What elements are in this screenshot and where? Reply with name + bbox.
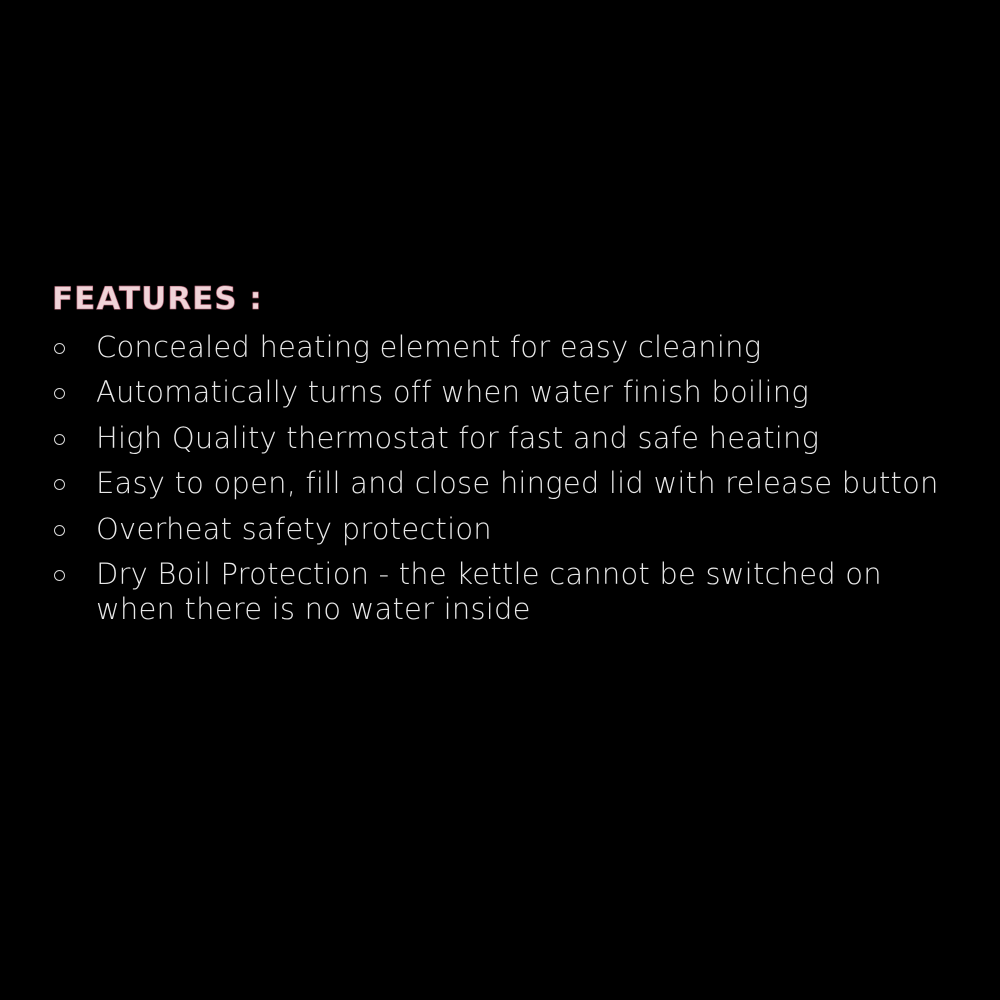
bullet-icon xyxy=(54,479,65,490)
bullet-icon xyxy=(54,343,65,354)
list-item-label: Dry Boil Protection - the kettle cannot be switched on when there is no water inside xyxy=(96,556,882,627)
list-item xyxy=(52,421,962,456)
list-item-label: Overheat safety protection xyxy=(96,511,492,546)
list-item xyxy=(52,512,962,547)
list-item-label: Concealed heating element for easy cleaning xyxy=(96,330,762,365)
bullet-icon xyxy=(54,570,65,581)
list-item xyxy=(52,466,962,501)
list-item-label: High Quality thermostat for fast and safe heating xyxy=(96,420,820,455)
list-item xyxy=(52,375,962,410)
bullet-icon xyxy=(54,388,65,399)
bullet-icon xyxy=(54,525,65,536)
list-item xyxy=(52,330,962,365)
feature-list xyxy=(52,330,962,628)
list-item-label: Automatically turns off when water finish boiling xyxy=(96,375,809,410)
list-item xyxy=(52,557,962,628)
page-title: FEATURES : xyxy=(52,281,263,317)
bullet-icon xyxy=(54,434,65,445)
list-item-label: Easy to open, fill and close hinged lid with release button xyxy=(96,466,939,501)
features-block xyxy=(52,282,962,638)
